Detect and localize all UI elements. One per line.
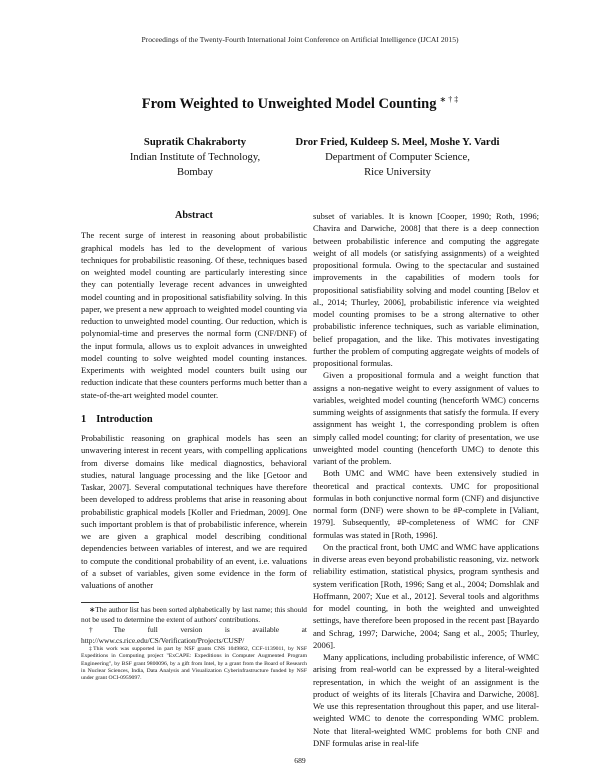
section-number: 1 <box>81 413 87 425</box>
author-affiliation: Indian Institute of Technology, <box>129 152 261 163</box>
footnotes <box>81 605 307 683</box>
paper-title <box>0 95 600 113</box>
body-paragraph: subset of variables. It is known [Cooper, 1990; Roth, 1996; Chavira and Darwiche, 2008] that there is a deep connection between probabilistic inference and computing the aggregate weight of all models (or satisfying assignments) of a weighted propositional formula. Owing to the spectacular and sustained improvements in the capabilities of modern tools for propositional satisfiability solving and model counting [Belov et al., 2014; Thurley, 2006], probabilistic inference via weighted model counting promises to be a strong alternative to other probabilistic inference techniques, such as variable elimination, belief propagation, and the like. This motivates investigating further the problem of computing aggregate weights of models of propositional formulas. <box>313 211 539 368</box>
abstract-heading: Abstract <box>175 210 213 221</box>
left-column <box>81 210 307 591</box>
author-names: Dror Fried, Kuldeep S. Meel, Moshe Y. Vardi <box>295 137 500 148</box>
author-names: Supratik Chakraborty <box>143 137 247 148</box>
body-paragraph: Many applications, including probabilistic inference, of WMC arising from real-world can be expressed by a literal-weighted representation, in which the weight of an assignment is the product of weights of its literals [Chavira and Darwiche, 2008]. We use this representation throughout this paper, and use literal-weighted WMC to denote the corresponding WMC problem. Note that literal-weighted WMC problems for both CNF and DNF formulas arise in real-life <box>313 652 539 748</box>
intro-paragraph: Probabilistic reasoning on graphical models has seen an unwavering interest in recent years, with compelling applications from diverse domains like medical diagnostics, behavioral studies, natural language processing and the like [Getoor and Taskar, 2007]. Several computational techniques have therefore been developed to address problems that arise in reasoning about probabilistic graphical models [Koller and Friedman, 2009]. One such important problem is that of probabilistic inference, wherein we are given a graphical model describing conditional dependencies between variables of interest, and we are required to compute the conditional probability of an event, i.e. valuations of a subset of variables, given some evidence in the form of valuations of another <box>81 433 307 590</box>
title-footnote-marks: ∗ † ‡ <box>439 95 459 104</box>
running-head: Proceedings of the Twenty-Fourth International Joint Conference on Artificial Intelligence (IJCAI 2015) <box>141 35 459 44</box>
author-affiliation: Department of Computer Science, <box>325 152 470 163</box>
footnote-rule <box>81 602 139 603</box>
author-block-right <box>285 135 510 180</box>
author-block-left <box>100 135 290 180</box>
footnote: †The full version is available at http://www.cs.rice.edu/CS/Verification/Projects/CUSP/ <box>81 625 307 645</box>
title-text: From Weighted to Unweighted Model Counting <box>141 95 437 112</box>
body-paragraph: On the practical front, both UMC and WMC have applications in diverse areas even beyond probabilistic reasoning, viz. network reliability estimation, statistical physics, program synthesis and system verification [Roth, 1996; Sang et al., 2004; Domshlak and Hoffmann, 2007; Xue et al., 2012]. Several tools and algorithms for model counting, in both the weighted and unweighted settings, have therefore been proposed in the recent past [Bayardo and Schrag, 1997; Darwiche, 2004; Sang et al., 2005; Thurley, 2006]. <box>313 541 539 650</box>
author-location: Rice University <box>364 167 431 178</box>
section-heading <box>81 414 307 426</box>
author-location: Bombay <box>177 167 213 178</box>
body-paragraph: Given a propositional formula and a weight function that assigns a non-negative weight to every assignment of values to variables, weighted model counting (henceforth WMC) concerns summing weights of assignments that satisfy the formula. If every assignment has weight 1, the corresponding problem is often simply called model counting; for clarity of presentation, we use unweighted model counting (henceforth UMC) to denote this variant of the problem. <box>313 370 539 466</box>
abstract-body: The recent surge of interest in reasoning about probabilistic graphical models has led to the development of various techniques for probabilistic reasoning. Of these, techniques based on weighted model counting are particularly interesting since they can potentially leverage recent advances in unweighted model counting and in propositional satisfiability solving. In this paper, we present a new approach to weighted model counting via reduction to unweighted model counting. Our reduction, which is polynomial-time and preserves the normal form (CNF/DNF) of the input formula, allows us to exploit advances in unweighted model counting to solve weighted model counting instances. Experiments with weighted model counters built using our reduction indicate that these counters performs much better than a state-of-the-art weighted model counter. <box>81 230 307 400</box>
footnote: ‡This work was supported in part by NSF grants CNS 1049862, CCF-1139011, by NSF Expeditions in Computing project "ExCAPE: Expeditions in Computer Augmented Program Engineering", by BSF grant 9800096, by a gift from Intel, by a grant from the Board of Research in Nuclear Sciences, India, Data Analysis and Visualization Cyberinfrastructure funded by NSF under grant OCI-0959097. <box>81 645 307 682</box>
section-title: Introduction <box>96 413 153 425</box>
right-column <box>313 210 539 749</box>
page-number: 689 <box>294 756 306 765</box>
body-paragraph: Both UMC and WMC have been extensively studied in theoretical and practical contexts. UMC for propositional formulas in both conjunctive normal form (CNF) and disjunctive normal form (DNF) were shown to be #P-complete in [Valiant, 1979]. Subsequently, #P-completeness of WMC for CNF formulas was stated in [Roth, 1996]. <box>313 468 539 540</box>
footnote: ∗The author list has been sorted alphabetically by last name; this should not be used to determine the extent of authors' contributions. <box>81 605 307 625</box>
